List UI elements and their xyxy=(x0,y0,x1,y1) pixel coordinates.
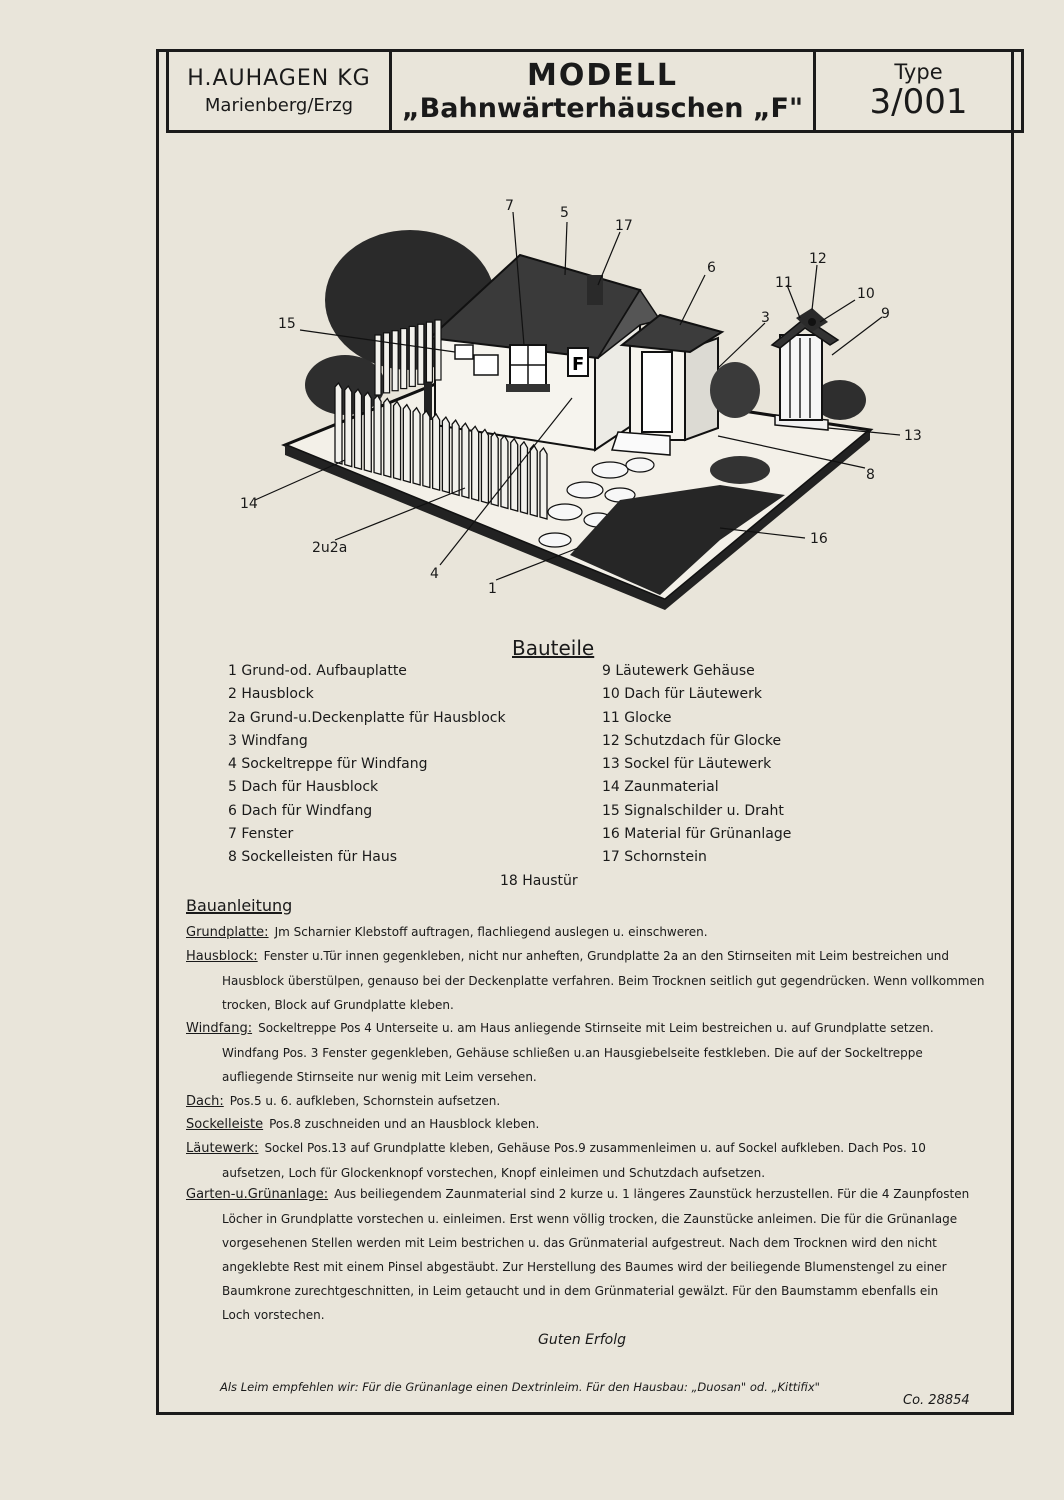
list-item: 3 Windfang xyxy=(228,732,308,749)
list-item: 12 Schutzdach für Glocke xyxy=(602,732,782,749)
callout-5: 5 xyxy=(560,205,569,221)
path-stone xyxy=(539,533,571,547)
callout-15: 15 xyxy=(278,316,296,332)
list-item: 13 Sockel für Läutewerk xyxy=(602,756,772,773)
step-text: vorgesehenen Stellen werden mit Leim bestrichen u. das Grünmaterial aufgestreut. Nach dem Trocknen wird den nicht xyxy=(222,1236,937,1250)
type-number: 3/001 xyxy=(869,82,968,122)
fence-picket xyxy=(409,326,415,386)
step-text: Windfang Pos. 3 Fenster gegenkleben, Gehäuse schließen u.an Hausgiebelseite festkleben. Die auf der Sockeltreppe xyxy=(222,1046,923,1060)
step-text: aufliegende Stirnseite nur wenig mit Leim versehen. xyxy=(222,1070,537,1084)
fence-picket xyxy=(418,324,424,384)
callout-3: 3 xyxy=(761,310,770,326)
step-text: trocken, Block auf Grundplatte kleben. xyxy=(222,998,454,1012)
fence-picket xyxy=(433,414,440,490)
step-text: aufsetzen, Loch für Glockenknopf vorstechen, Knopf einleimen und Schutzdach aufsetzen. xyxy=(222,1166,766,1180)
step-text: angeklebte Rest mit einem Pinsel abgestäubt. Zur Herstellung des Baumes wird der beiliegende Blumenstengel zu einer xyxy=(222,1260,947,1274)
list-item: 2 Hausblock xyxy=(228,686,314,703)
callout-8: 8 xyxy=(866,467,875,483)
model-label: MODELL xyxy=(527,58,678,93)
path-stone xyxy=(548,504,582,520)
fence-picket xyxy=(375,335,381,395)
glue-recommendation: Als Leim empfehlen wir: Für die Grünanlage einen Dextrinleim. Für den Hausbau: „Duosan" od. „Kittifix" xyxy=(220,1380,820,1394)
fence-picket xyxy=(335,383,342,464)
step-label: Dach: xyxy=(186,1094,224,1109)
callout-7: 7 xyxy=(505,198,514,214)
step-text: Aus beiliegendem Zaunmaterial sind 2 kurze u. 1 längeres Zaunstück herzustellen. Für die 4 Zaunpfosten xyxy=(334,1187,970,1201)
step-grundplatte xyxy=(186,920,986,945)
flower-box xyxy=(506,384,550,392)
step-hausblock xyxy=(186,944,986,1017)
fence-picket xyxy=(355,389,362,469)
bell xyxy=(808,318,816,326)
fence-picket xyxy=(394,402,401,480)
list-item: 9 Läutewerk Gehäuse xyxy=(602,663,755,679)
grass-patch xyxy=(710,456,770,484)
list-item: 11 Glocke xyxy=(602,709,672,726)
list-item-last: 18 Haustür xyxy=(500,873,578,889)
svg-text:F: F xyxy=(572,354,585,375)
fence-picket xyxy=(413,408,420,485)
step-text: Jm Scharnier Klebstoff auftragen, flachliegend auslegen u. einschweren. xyxy=(274,925,708,939)
callout-6: 6 xyxy=(707,260,716,276)
fence-picket xyxy=(426,322,432,382)
callout-17: 17 xyxy=(615,218,633,234)
step-label: Garten-u.Grünanlage: xyxy=(186,1187,329,1202)
path-stone xyxy=(592,462,628,478)
callout-14: 14 xyxy=(240,496,258,512)
porch-door xyxy=(642,352,672,432)
parts-list-left xyxy=(228,660,506,870)
callout-12: 12 xyxy=(809,251,827,267)
fence-picket xyxy=(520,442,527,514)
manufacturer-name: H.AUHAGEN KG xyxy=(187,66,371,91)
document-code: Co. 28854 xyxy=(903,1393,970,1408)
step-text: Sockel Pos.13 auf Grundplatte kleben, Gehäuse Pos.9 zusammenleimen u. auf Sockel aufkleben. Dach Pos. 10 xyxy=(264,1141,926,1155)
fence-picket xyxy=(345,386,352,467)
fence-picket xyxy=(374,395,381,474)
step-label: Sockelleiste xyxy=(186,1117,264,1132)
step-text: Sockeltreppe Pos 4 Unterseite u. am Haus anliegende Stirnseite mit Leim bestreichen u. auf Grundplatte setzen. xyxy=(258,1021,934,1035)
callout-4: 4 xyxy=(430,566,439,582)
list-item: 8 Sockelleisten für Haus xyxy=(228,849,398,866)
closing-text: Guten Erfolg xyxy=(538,1332,627,1348)
callout-10: 10 xyxy=(857,286,875,302)
fence-picket xyxy=(501,436,508,509)
list-item: 17 Schornstein xyxy=(602,849,707,866)
list-item: 4 Sockeltreppe für Windfang xyxy=(228,756,428,773)
callout-2u2a: 2u2a xyxy=(312,540,348,556)
callout-11: 11 xyxy=(775,275,793,291)
step-sockelleiste xyxy=(186,1112,986,1137)
step-text: Fenster u.Tür innen gegenkleben, nicht nur anheften, Grundplatte 2a an den Stirnseiten mit Leim bestreichen und xyxy=(263,949,950,963)
list-item: 15 Signalschilder u. Draht xyxy=(602,802,784,819)
step-windfang xyxy=(186,1016,986,1089)
step-label: Windfang: xyxy=(186,1021,253,1036)
list-item: 10 Dach für Läutewerk xyxy=(602,686,762,703)
grass-patch xyxy=(710,362,760,418)
list-item: 6 Dach für Windfang xyxy=(228,802,373,819)
step-text: Löcher in Grundplatte vorstechen u. einleimen. Erst wenn völlig trocken, die Zaunstücke anleimen. Die für die Grünanlage xyxy=(222,1212,958,1226)
fence-picket xyxy=(423,411,430,488)
fence-picket xyxy=(384,398,391,477)
model-name: „Bahnwärterhäuschen „F" xyxy=(401,93,804,124)
type-label: Type xyxy=(894,60,943,84)
fence-picket xyxy=(442,417,449,493)
fence-picket xyxy=(540,448,547,519)
fence-picket xyxy=(401,329,407,389)
parts-title: Bauteile xyxy=(512,636,595,660)
fence-picket xyxy=(392,331,398,391)
fence-picket xyxy=(403,405,410,483)
step-text: Loch vorstechen. xyxy=(222,1308,325,1322)
fence-picket xyxy=(452,420,459,495)
fence-picket xyxy=(530,445,537,516)
step-text: Baumkrone zurechtgeschnitten, in Leim getaucht und in dem Grünmaterial gewälzt. Für den Baumstamm ebenfalls ein xyxy=(222,1284,939,1298)
callout-1: 1 xyxy=(488,581,497,597)
path-stone xyxy=(626,458,654,472)
list-item: 7 Fenster xyxy=(228,826,294,843)
list-item: 5 Dach für Hausblock xyxy=(228,779,379,796)
fence-picket xyxy=(472,426,479,500)
fence-picket xyxy=(481,429,488,503)
model-illustration xyxy=(0,0,1064,640)
list-item: 2a Grund-u.Deckenplatte für Hausblock xyxy=(228,709,506,726)
signal-sign xyxy=(474,355,498,375)
callout-16: 16 xyxy=(810,531,828,547)
list-item: 1 Grund-od. Aufbauplatte xyxy=(228,663,407,679)
instructions-title: Bauanleitung xyxy=(186,896,293,915)
step-label: Läutewerk: xyxy=(186,1141,259,1156)
callout-9: 9 xyxy=(881,306,890,322)
step-garten xyxy=(186,1182,986,1327)
list-item: 16 Material für Grünanlage xyxy=(602,826,792,843)
list-item: 14 Zaunmaterial xyxy=(602,779,719,796)
step-label: Hausblock: xyxy=(186,949,258,964)
parts-list-right xyxy=(602,660,791,870)
callout-13: 13 xyxy=(904,428,922,444)
step-text: Hausblock überstülpen, genauso bei der Deckenplatte verfahren. Beim Trocknen seitlich gut gegendrücken. Wenn vollkommen xyxy=(222,974,985,988)
step-dach xyxy=(186,1089,986,1114)
signal-sign xyxy=(455,345,473,359)
fence-picket xyxy=(364,392,371,472)
bell-tower-housing xyxy=(780,335,822,420)
step-text: Pos.5 u. 6. aufkleben, Schornstein aufsetzen. xyxy=(229,1094,501,1108)
manufacturer-location: Marienberg/Erzg xyxy=(204,95,354,116)
step-laeutewerk xyxy=(186,1136,986,1185)
step-label: Grundplatte: xyxy=(186,925,269,940)
path-stone xyxy=(567,482,603,498)
fence-picket xyxy=(462,423,469,498)
step-text: Pos.8 zuschneiden und an Hausblock kleben. xyxy=(269,1117,540,1131)
